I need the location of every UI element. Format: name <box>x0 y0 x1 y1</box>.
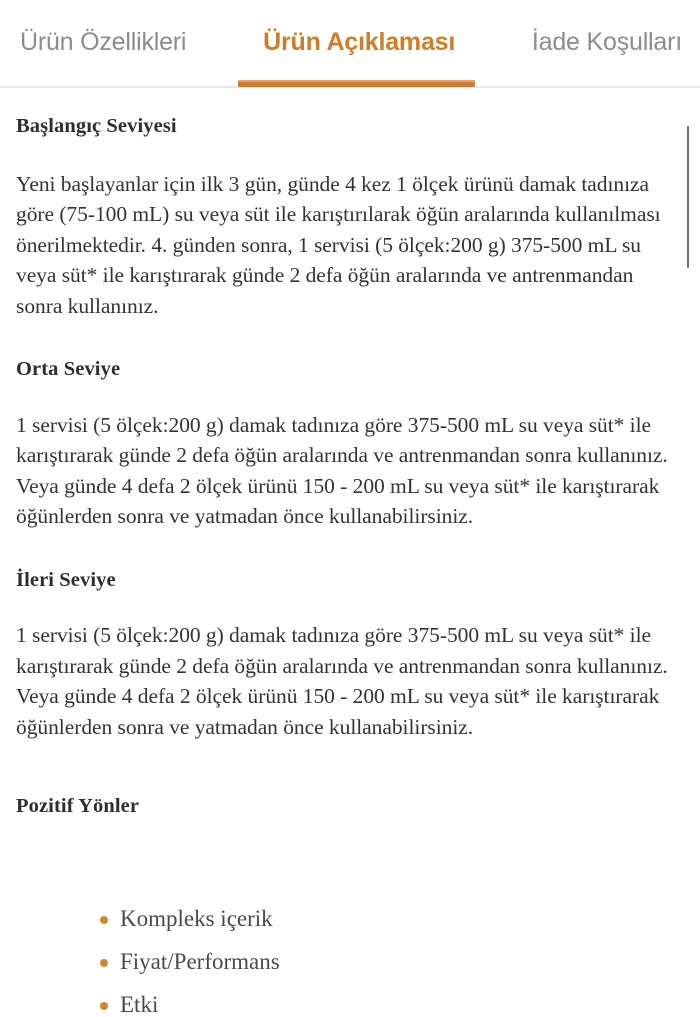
section-body: 1 servisi (5 ölçek:200 g) damak tadınıza göre 375-500 mL su veya süt* ile karıştırarak günde 2 defa öğün aralarında ve antrenmandan sonra kullanınız. Veya günde 4 defa 2 ölçek ürünü 150 - 200 mL su veya süt* ile karıştırarak öğünlerden sonra ve yatmadan önce kullanabilirsiniz. <box>16 623 668 739</box>
scrollbar-thumb[interactable] <box>687 126 689 268</box>
section-orta-seviye <box>16 357 674 532</box>
active-tab-indicator <box>238 80 475 87</box>
pros-heading: Pozitif Yönler <box>16 795 140 818</box>
product-description-panel <box>0 88 700 1017</box>
list-item: Fiyat/Performans <box>16 950 674 973</box>
section-ileri-seviye <box>16 568 674 743</box>
section-body: Yeni başlayanlar için ilk 3 gün, günde 4 kez 1 ölçek ürünü damak tadınıza göre (75-100 mL) su veya süt ile karıştırılarak öğün aralarında kullanılması önerilmektedir. 4. günden sonra, 1 servisi (5 ölçek:200 g) 375-500 mL su veya süt* ile karıştırarak günde 2 defa öğün aralarında ve antrenmandan sonra kullanınız. <box>16 171 661 318</box>
list-item: Etki <box>16 993 674 1016</box>
section-body: 1 servisi (5 ölçek:200 g) damak tadınıza göre 375-500 mL su veya süt* ile karıştırarak günde 2 defa öğün aralarında ve antrenmandan sonra kullanınız. Veya günde 4 defa 2 ölçek ürünü 150 - 200 mL su veya süt* ile karıştırarak öğünlerden sonra ve yatmadan önce kullanabilirsiniz. <box>16 412 668 529</box>
section-heading: Orta Seviye <box>16 358 121 381</box>
list-item: Kompleks içerik <box>16 907 674 930</box>
tab-iade-kosullari[interactable]: İade Koşulları <box>531 27 682 56</box>
section-pozitif-yonler <box>16 794 674 1016</box>
tab-urun-ozellikleri[interactable]: Ürün Özellikleri <box>20 27 187 56</box>
tab-urun-aciklamasi[interactable]: Ürün Açıklaması <box>263 27 456 56</box>
section-heading: Başlangıç Seviyesi <box>16 115 177 137</box>
pros-list <box>16 907 674 1016</box>
section-baslangic-seviyesi <box>16 114 674 321</box>
tab-bar <box>0 0 700 88</box>
section-heading: İleri Seviye <box>16 568 116 591</box>
